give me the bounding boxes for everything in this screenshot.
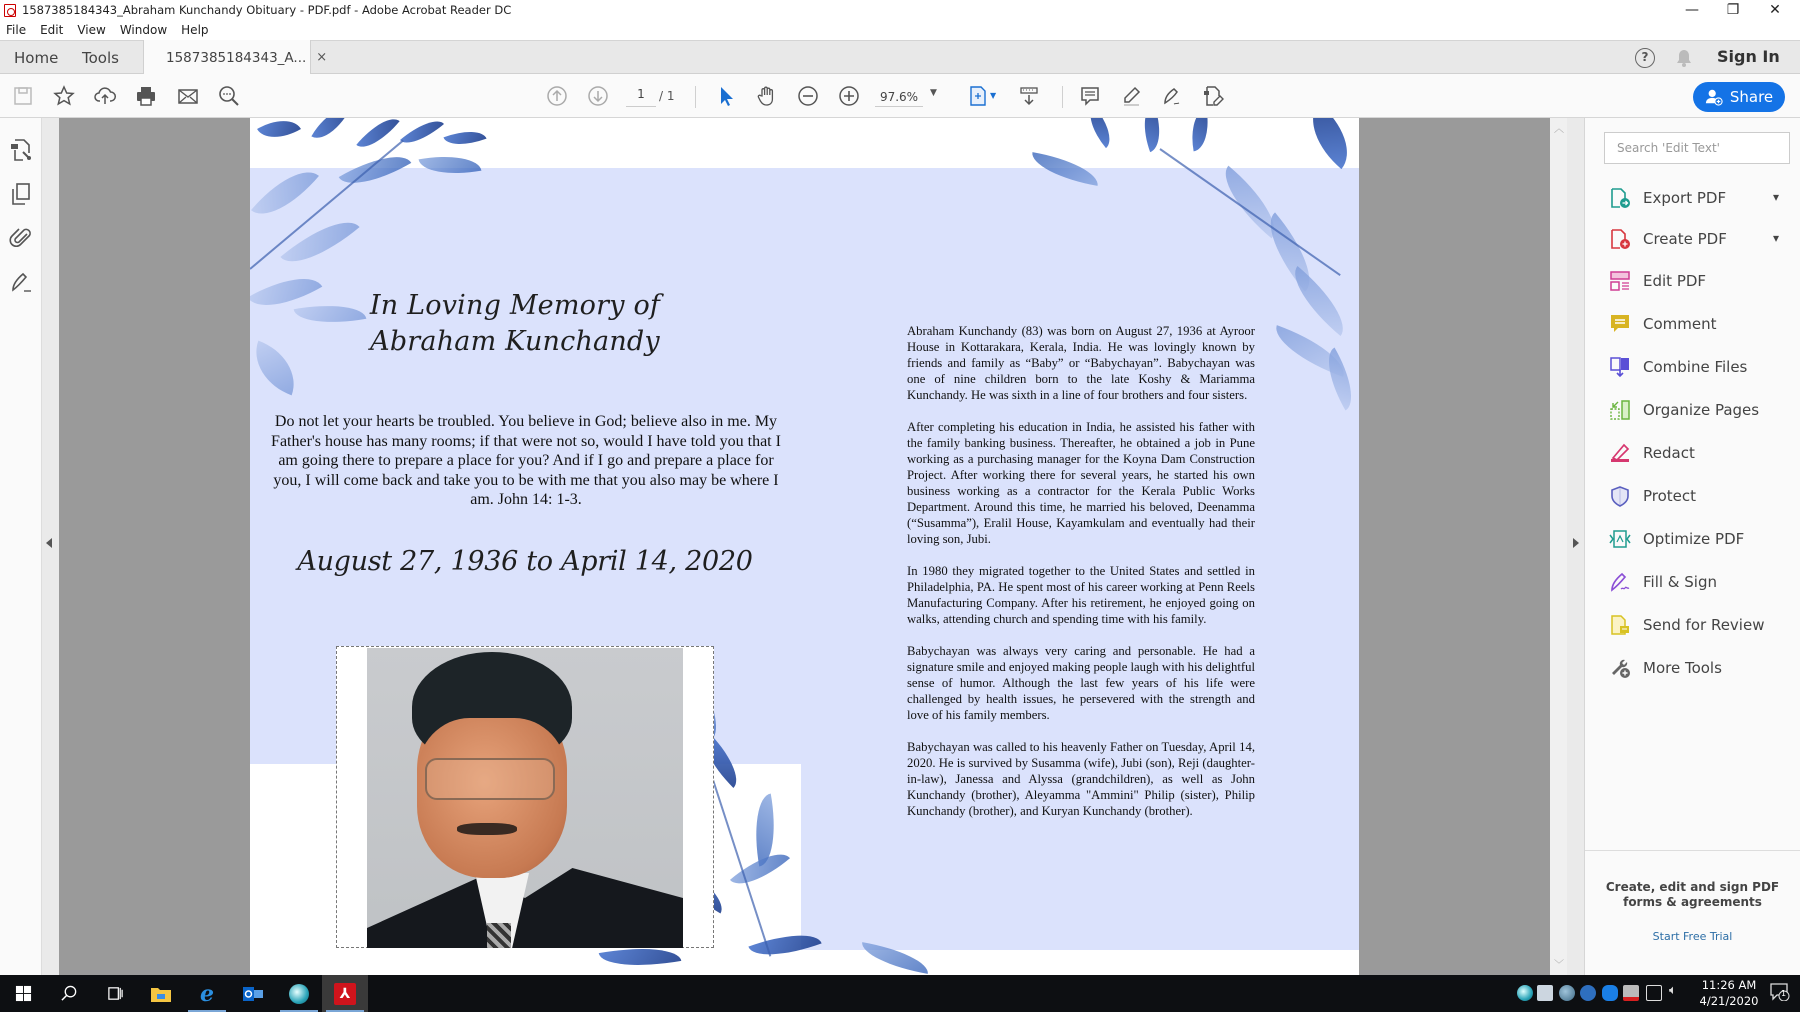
windows-taskbar bbox=[0, 975, 1800, 1012]
tool-organize-pages[interactable] bbox=[1609, 396, 1799, 424]
obituary-paragraph: After completing his education in India, he assisted his father with the family banking business. Thereafter, he obtained a job in Pune working as a purchasing manager for the Koyna Dam Construction Project. After working there for several years, he started his own business working as a contractor for the Kerala Public Works Department. Around this time, he married his beloved, Deenamma (“Susamma”), Eralil House, Kayamkulam and eventually had their loving son, Jubi. bbox=[907, 420, 1255, 546]
tool-combine-files[interactable] bbox=[1609, 353, 1799, 381]
obituary-text bbox=[907, 323, 1255, 835]
restore-button[interactable]: ❐ bbox=[1726, 2, 1740, 18]
menu-bar bbox=[0, 20, 1800, 40]
scroll-down-icon[interactable]: ﹀ bbox=[1554, 960, 1564, 971]
tray-app-icon[interactable] bbox=[1517, 985, 1533, 1001]
clock-time: 11:26 AM bbox=[1701, 978, 1757, 992]
tool-label: Organize Pages bbox=[1643, 401, 1760, 419]
upload-cloud-icon[interactable] bbox=[92, 84, 118, 108]
chevron-down-icon[interactable]: ▾ bbox=[1772, 231, 1779, 245]
scroll-up-icon[interactable]: ︿ bbox=[1554, 124, 1564, 135]
collapse-right-arrow-icon bbox=[1573, 538, 1579, 548]
create-pdf-icon bbox=[1609, 228, 1631, 250]
page-fit-dropdown-icon[interactable]: ▼ bbox=[990, 91, 997, 100]
menu-window[interactable]: Window bbox=[119, 23, 168, 37]
edit-pdf-icon bbox=[1609, 270, 1631, 292]
tool-optimize-pdf[interactable] bbox=[1609, 525, 1799, 553]
tool-label: Fill & Sign bbox=[1643, 573, 1717, 591]
file-explorer-icon[interactable] bbox=[138, 975, 184, 1012]
organize-pages-icon bbox=[1609, 399, 1631, 421]
toolbar bbox=[0, 74, 1800, 118]
memorial-title-line1: In Loving Memory of bbox=[369, 290, 661, 321]
tool-label: Send for Review bbox=[1643, 616, 1765, 634]
tray-monitor-icon[interactable] bbox=[1537, 985, 1553, 1001]
right-panel-toggle[interactable] bbox=[1567, 118, 1585, 975]
toolbar-divider bbox=[695, 86, 696, 108]
share-button[interactable] bbox=[1693, 82, 1785, 112]
obituary-paragraph: In 1980 they migrated together to the United States and settled in Philadelphia, PA. He spent most of his career working at Penn Reels Manufacturing Company. After his retirement, he enjoyed going on walks, attending church and spending time with his family. bbox=[907, 564, 1255, 626]
menu-edit[interactable]: Edit bbox=[40, 23, 64, 37]
zoom-dropdown-icon[interactable]: ▼ bbox=[930, 88, 937, 98]
redact-icon bbox=[1609, 442, 1631, 464]
start-icon[interactable] bbox=[0, 975, 46, 1012]
portrait-photo-frame[interactable] bbox=[336, 646, 714, 948]
tool-label: Create PDF bbox=[1643, 230, 1727, 248]
minimize-button[interactable]: — bbox=[1685, 2, 1699, 18]
save-icon[interactable] bbox=[10, 84, 36, 108]
help-icon[interactable]: ? bbox=[1635, 48, 1655, 68]
task-view-icon[interactable] bbox=[92, 975, 138, 1012]
vertical-scrollbar[interactable] bbox=[1550, 118, 1567, 975]
comment-icon[interactable] bbox=[1077, 84, 1103, 108]
zoom-in-icon[interactable] bbox=[836, 84, 862, 108]
life-dates: August 27, 1936 to April 14, 2020 bbox=[297, 546, 753, 577]
close-tab-icon[interactable]: × bbox=[316, 50, 328, 65]
tray-c-icon[interactable] bbox=[1580, 985, 1596, 1001]
previous-page-icon[interactable] bbox=[544, 84, 570, 108]
search-icon[interactable] bbox=[46, 975, 92, 1012]
tab-document[interactable] bbox=[143, 40, 328, 75]
attachments-icon[interactable] bbox=[9, 226, 33, 250]
volume-icon[interactable]: 🔈︎ bbox=[1669, 983, 1677, 998]
enhance-scan-icon[interactable] bbox=[9, 138, 33, 162]
tool-create-pdf[interactable] bbox=[1609, 225, 1799, 253]
tool-fill-sign[interactable] bbox=[1609, 568, 1799, 596]
obituary-paragraph: Babychayan was called to his heavenly Father on Tuesday, April 14, 2020. He is survived by Susamma (wife), Jubi (son), Reji (daughter-in-law), Janessa and Alyssa (grandchildren), as well as John Kunchandy (brother), Aleyamma "Ammini" Philip (sister), Philip Kunchandy (brother), and Kuryan Kunchandy (brother). bbox=[907, 740, 1255, 818]
close-button[interactable]: ✕ bbox=[1769, 2, 1781, 18]
tool-label: Export PDF bbox=[1643, 189, 1727, 207]
tool-more-tools[interactable] bbox=[1609, 654, 1799, 682]
acrobat-icon[interactable]: ⅄ bbox=[322, 975, 368, 1012]
select-cursor-icon[interactable] bbox=[713, 84, 739, 108]
title-bar bbox=[0, 0, 1800, 20]
share-label: Share bbox=[1729, 88, 1774, 106]
expand-left-arrow-icon bbox=[46, 538, 52, 548]
export-pdf-icon bbox=[1609, 187, 1631, 209]
tool-label: Edit PDF bbox=[1643, 272, 1707, 290]
page-fit-icon[interactable] bbox=[965, 84, 991, 108]
zoom-out-icon[interactable] bbox=[795, 84, 821, 108]
security-alert-icon[interactable] bbox=[1623, 985, 1639, 1001]
scripture-verse: Do not let your hearts be troubled. You believe in God; believe also in me. My Father's house has many rooms; if that were not so, would I have told you that I am going there to prepare a place for you? And if I go and prepare a place for you, I will come back and take you to be with me that you also may be where I am. John 14: 1-3. bbox=[271, 413, 781, 508]
tools-search-input[interactable]: Search 'Edit Text' bbox=[1604, 132, 1790, 164]
start-free-trial-link[interactable]: Start Free Trial bbox=[1652, 930, 1733, 943]
tab-home[interactable]: Home bbox=[14, 48, 59, 67]
app-circle-icon[interactable] bbox=[276, 975, 322, 1012]
tool-label: Comment bbox=[1643, 315, 1717, 333]
tool-label: Combine Files bbox=[1643, 358, 1748, 376]
promo-line: Create, edit and sign PDF bbox=[1605, 880, 1780, 894]
left-panel-toggle[interactable] bbox=[42, 118, 59, 975]
network-icon[interactable] bbox=[1646, 985, 1662, 1001]
optimize-pdf-icon bbox=[1609, 528, 1631, 550]
sign-pen-icon[interactable] bbox=[1159, 84, 1185, 108]
fill-sign-icon bbox=[1609, 571, 1631, 593]
memorial-title bbox=[310, 288, 720, 360]
page-number-input[interactable]: 1 bbox=[626, 87, 656, 107]
tool-redact[interactable] bbox=[1609, 439, 1799, 467]
tab-document-label: 1587385184343_A... bbox=[166, 49, 307, 66]
window-title: 1587385184343_Abraham Kunchandy Obituary - PDF.pdf - Adobe Acrobat Reader DC bbox=[22, 3, 512, 17]
signature-icon[interactable] bbox=[9, 270, 33, 294]
tool-export-pdf[interactable] bbox=[1609, 184, 1799, 212]
promo-text bbox=[1585, 880, 1800, 910]
clock-date: 4/21/2020 bbox=[1699, 994, 1759, 1008]
edit-document-icon[interactable] bbox=[1200, 84, 1226, 108]
portrait-photo bbox=[367, 648, 683, 948]
left-navigation-rail bbox=[0, 118, 42, 975]
email-icon[interactable] bbox=[175, 84, 201, 108]
tool-label: Redact bbox=[1643, 444, 1695, 462]
protect-icon bbox=[1609, 485, 1631, 507]
tab-bar bbox=[0, 40, 1800, 74]
internet-explorer-icon[interactable]: e bbox=[184, 975, 230, 1012]
promo-line: forms & agreements bbox=[1623, 895, 1762, 909]
pdf-page bbox=[250, 118, 1359, 975]
tab-tools[interactable]: Tools bbox=[82, 48, 119, 67]
outlook-icon[interactable] bbox=[230, 975, 276, 1012]
obituary-paragraph: Babychayan was always very caring and personable. He had a signature smile and enjoyed making people laugh with his delightful sense of humor. Although the last few years of his life were challenged by health issues, he persevered with the strength and love of his family members. bbox=[907, 644, 1255, 722]
acrobat-file-icon bbox=[4, 4, 16, 17]
menu-view[interactable]: View bbox=[77, 23, 106, 37]
page-thumbnails-icon[interactable] bbox=[9, 182, 33, 206]
menu-help[interactable]: Help bbox=[181, 23, 209, 37]
document-canvas[interactable] bbox=[59, 118, 1550, 975]
panel-divider bbox=[1585, 850, 1800, 851]
tool-label: More Tools bbox=[1643, 659, 1722, 677]
sign-in-link[interactable]: Sign In bbox=[1717, 47, 1780, 66]
chevron-down-icon[interactable]: ▾ bbox=[1772, 190, 1779, 204]
memorial-title-name: Abraham Kunchandy bbox=[370, 326, 660, 357]
tool-send-for-review[interactable] bbox=[1609, 611, 1799, 639]
print-icon[interactable] bbox=[133, 84, 159, 108]
tool-comment[interactable] bbox=[1609, 310, 1799, 338]
tray-network-app-icon[interactable] bbox=[1559, 985, 1575, 1001]
comment-icon bbox=[1609, 313, 1631, 335]
send-review-icon bbox=[1609, 614, 1631, 636]
add-user-icon bbox=[1705, 88, 1723, 106]
more-tools-icon bbox=[1609, 657, 1631, 679]
next-page-icon[interactable] bbox=[585, 84, 611, 108]
search-zoom-icon[interactable] bbox=[216, 84, 242, 108]
tool-protect[interactable] bbox=[1609, 482, 1799, 510]
zoom-level-input[interactable]: 97.6% bbox=[875, 87, 923, 107]
bluetooth-icon[interactable] bbox=[1602, 985, 1618, 1001]
tool-label: Optimize PDF bbox=[1643, 530, 1745, 548]
tool-label: Protect bbox=[1643, 487, 1697, 505]
obituary-paragraph: Abraham Kunchandy (83) was born on August 27, 1936 at Ayroor House in Kottarakara, Kerala, India. He was lovingly known by friends and family as “Baby” or “Babychayan”. Babychayan was one of nine children born to the late Koshy & Mariamma Kunchandy. He was sixth in a line of four brothers and four sisters. bbox=[907, 324, 1255, 402]
highlight-pen-icon[interactable] bbox=[1118, 84, 1144, 108]
notification-count: 1 bbox=[1781, 989, 1787, 998]
scroll-mode-icon[interactable] bbox=[1016, 84, 1042, 108]
system-clock[interactable] bbox=[1696, 977, 1762, 1009]
menu-file[interactable]: File bbox=[6, 23, 27, 37]
page-total: / 1 bbox=[659, 89, 675, 103]
tool-edit-pdf[interactable] bbox=[1609, 267, 1799, 295]
bell-icon[interactable] bbox=[1675, 48, 1693, 68]
combine-files-icon bbox=[1609, 356, 1631, 378]
bookmark-star-icon[interactable] bbox=[51, 84, 77, 108]
tools-panel bbox=[1585, 118, 1800, 975]
action-center-icon[interactable] bbox=[1770, 983, 1790, 1001]
hand-tool-icon[interactable] bbox=[754, 84, 780, 108]
toolbar-divider bbox=[1062, 86, 1063, 108]
